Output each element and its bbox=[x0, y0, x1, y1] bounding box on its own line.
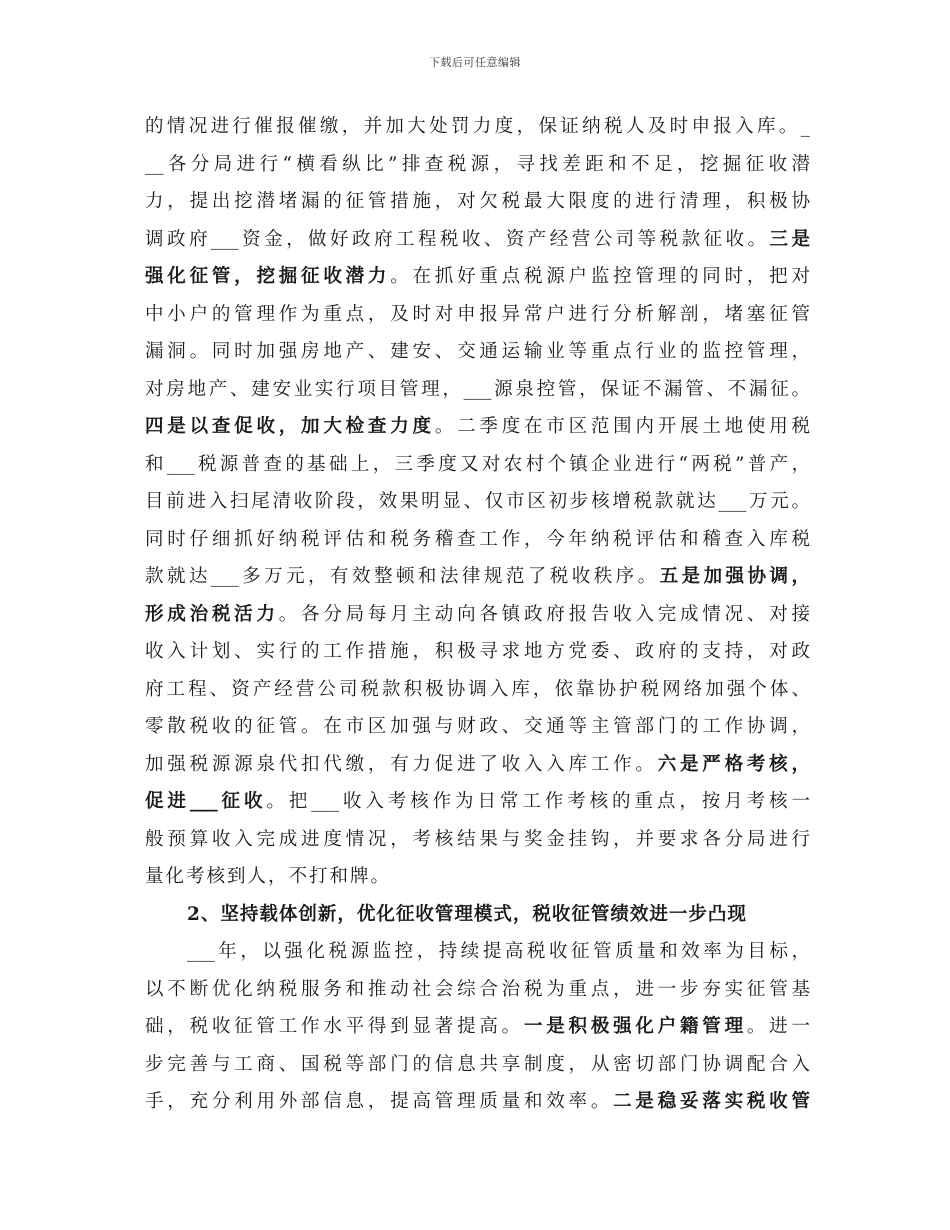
text-line: 零散税收的征管。在市区加强与财政、交通等主管部门的工作协调， bbox=[145, 716, 810, 737]
text-line: 力，提出挖潜堵漏的征管措施，对欠税最大限度的进行清理，积极协 bbox=[145, 191, 810, 212]
text-line: 强化征管，挖掘征收潜力。在抓好重点税源户监控管理的同时，把对 bbox=[145, 266, 810, 287]
bold-phrase: 二是稳妥落实税收管 bbox=[613, 1091, 810, 1112]
bold-phrase: 四是以查促收，加大检查力度 bbox=[145, 416, 435, 437]
bold-phrase: 促进___征收 bbox=[145, 791, 267, 812]
text-line: ___年，以强化税源监控，持续提高税收征管质量和效率为目标， bbox=[187, 941, 810, 962]
text-line: 对房地产、建安业实行项目管理，___源泉控管，保证不漏管、不漏征。 bbox=[145, 378, 810, 400]
text-line: 中小户的管理作为重点，及时对申报异常户进行分析解剖，堵塞征管 bbox=[145, 303, 810, 325]
page-header: 下载后可任意编辑 bbox=[429, 56, 521, 69]
document-body bbox=[145, 108, 810, 1121]
bold-phrase: 形成治税活力 bbox=[145, 603, 279, 625]
text-line: 收入计划、实行的工作措施，积极寻求地方党委、政府的支持，对政 bbox=[145, 641, 810, 662]
bold-phrase: 一是积极强化户籍管理 bbox=[523, 1016, 747, 1037]
text-line: __各分局进行“横看纵比”排查税源，寻找差距和不足，挖掘征收潜 bbox=[145, 153, 810, 175]
bold-phrase: 强化征管，挖掘征收潜力 bbox=[145, 266, 391, 287]
text-line: 础，税收征管工作水平得到显著提高。一是积极强化户籍管理。进一 bbox=[145, 1016, 810, 1037]
text-line: 加强税源源泉代扣代缴，有力促进了收入入库工作。六是严格考核， bbox=[145, 753, 810, 775]
bold-phrase: 五是加强协调， bbox=[659, 566, 810, 587]
text-line: 的情况进行催报催缴，并加大处罚力度，保证纳税人及时申报入库。_ bbox=[145, 116, 810, 137]
text-line: 形成治税活力。各分局每月主动向各镇政府报告收入完成情况、对接 bbox=[145, 603, 810, 625]
text-line: 目前进入扫尾清收阶段，效果明显、仅市区初步核增税款就达___万元。 bbox=[145, 491, 810, 512]
text-line: 手，充分利用外部信息，提高管理质量和效率。二是稳妥落实税收管 bbox=[145, 1091, 810, 1112]
text-line: 促进___征收。把___收入考核作为日常工作考核的重点，按月考核一 bbox=[145, 791, 810, 812]
text-line: 调政府___资金，做好政府工程税收、资产经营公司等税款征收。三是 bbox=[145, 228, 810, 250]
text-line: 般预算收入完成进度情况，考核结果与奖金挂钩，并要求各分局进行 bbox=[145, 828, 810, 850]
text-line: 款就达___多万元，有效整顿和法律规范了税收秩序。五是加强协调， bbox=[145, 566, 810, 587]
text-line: 府工程、资产经营公司税款积极协调入库，依靠协护税网络加强个体、 bbox=[145, 678, 810, 700]
text-line: 步完善与工商、国税等部门的信息共享制度，从密切部门协调配合入 bbox=[145, 1053, 810, 1075]
text-line: 四是以查促收，加大检查力度。二季度在市区范围内开展土地使用税 bbox=[145, 416, 810, 437]
bold-phrase: 六是严格考核， bbox=[657, 753, 810, 775]
text-line: 同时仔细抓好纳税评估和税务稽查工作，今年纳税评估和稽查入库税 bbox=[145, 528, 810, 550]
text-line: 以不断优化纳税服务和推动社会综合治税为重点，进一步夯实征管基 bbox=[145, 978, 810, 1000]
section-heading: 2、坚持载体创新，优化征收管理模式，税收征管绩效进一步凸现 bbox=[187, 903, 747, 925]
text-line: 量化考核到人，不打和牌。 bbox=[145, 866, 392, 887]
text-line: 漏洞。同时加强房地产、建安、交通运输业等重点行业的监控管理， bbox=[145, 341, 810, 362]
bold-phrase: 三是 bbox=[769, 228, 810, 250]
text-line: 和___税源普查的基础上，三季度又对农村个镇企业进行“两税”普产， bbox=[145, 453, 810, 475]
